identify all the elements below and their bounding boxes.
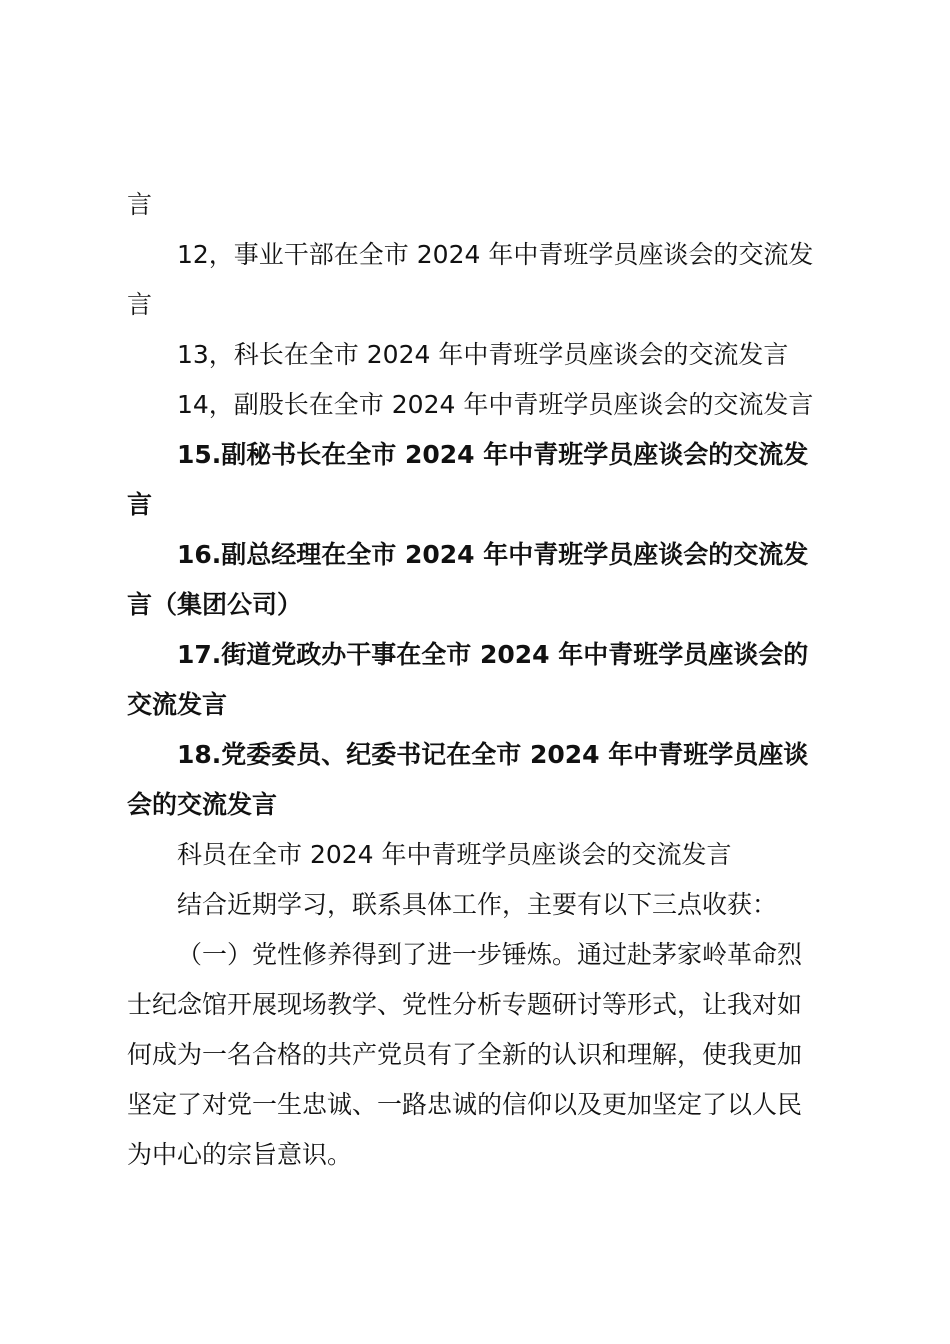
list-item-17: 17.街道党政办干事在全市 2024 年中青班学员座谈会的 [177,640,809,669]
body-paragraph-line-5: 为中心的宗旨意识。 [127,1140,353,1169]
speech-title: 科员在全市 2024 年中青班学员座谈会的交流发言 [177,840,732,869]
intro-paragraph: 结合近期学习，联系具体工作，主要有以下三点收获： [177,890,778,919]
body-paragraph-line-1: （一）党性修养得到了进一步锤炼。通过赴茅家岭革命烈 [177,940,803,969]
body-paragraph-line-2: 士纪念馆开展现场教学、党性分析专题研讨等形式，让我对如 [127,990,803,1019]
body-paragraph-line-3: 何成为一名合格的共产党员有了全新的认识和理解，使我更加 [127,1040,803,1069]
body-paragraph-line-4: 坚定了对党一生忠诚、一路忠诚的信仰以及更加坚定了以人民 [127,1090,803,1119]
list-item-18-continuation: 会的交流发言 [127,790,278,819]
list-item-15: 15.副秘书长在全市 2024 年中青班学员座谈会的交流发 [177,440,809,469]
list-item-13: 13，科长在全市 2024 年中青班学员座谈会的交流发言 [177,340,789,369]
list-item-15-continuation: 言 [127,490,153,519]
list-item-12: 12，事业干部在全市 2024 年中青班学员座谈会的交流发 [177,240,814,269]
list-item-12-continuation: 言 [127,290,153,319]
list-item-18: 18.党委委员、纪委书记在全市 2024 年中青班学员座谈 [177,740,809,769]
list-item-17-continuation: 交流发言 [127,690,228,719]
list-item-16-continuation: 言（集团公司） [127,590,303,619]
list-item-14: 14，副股长在全市 2024 年中青班学员座谈会的交流发言 [177,390,814,419]
list-item-11-continuation: 言 [127,190,153,219]
list-item-16: 16.副总经理在全市 2024 年中青班学员座谈会的交流发 [177,540,809,569]
